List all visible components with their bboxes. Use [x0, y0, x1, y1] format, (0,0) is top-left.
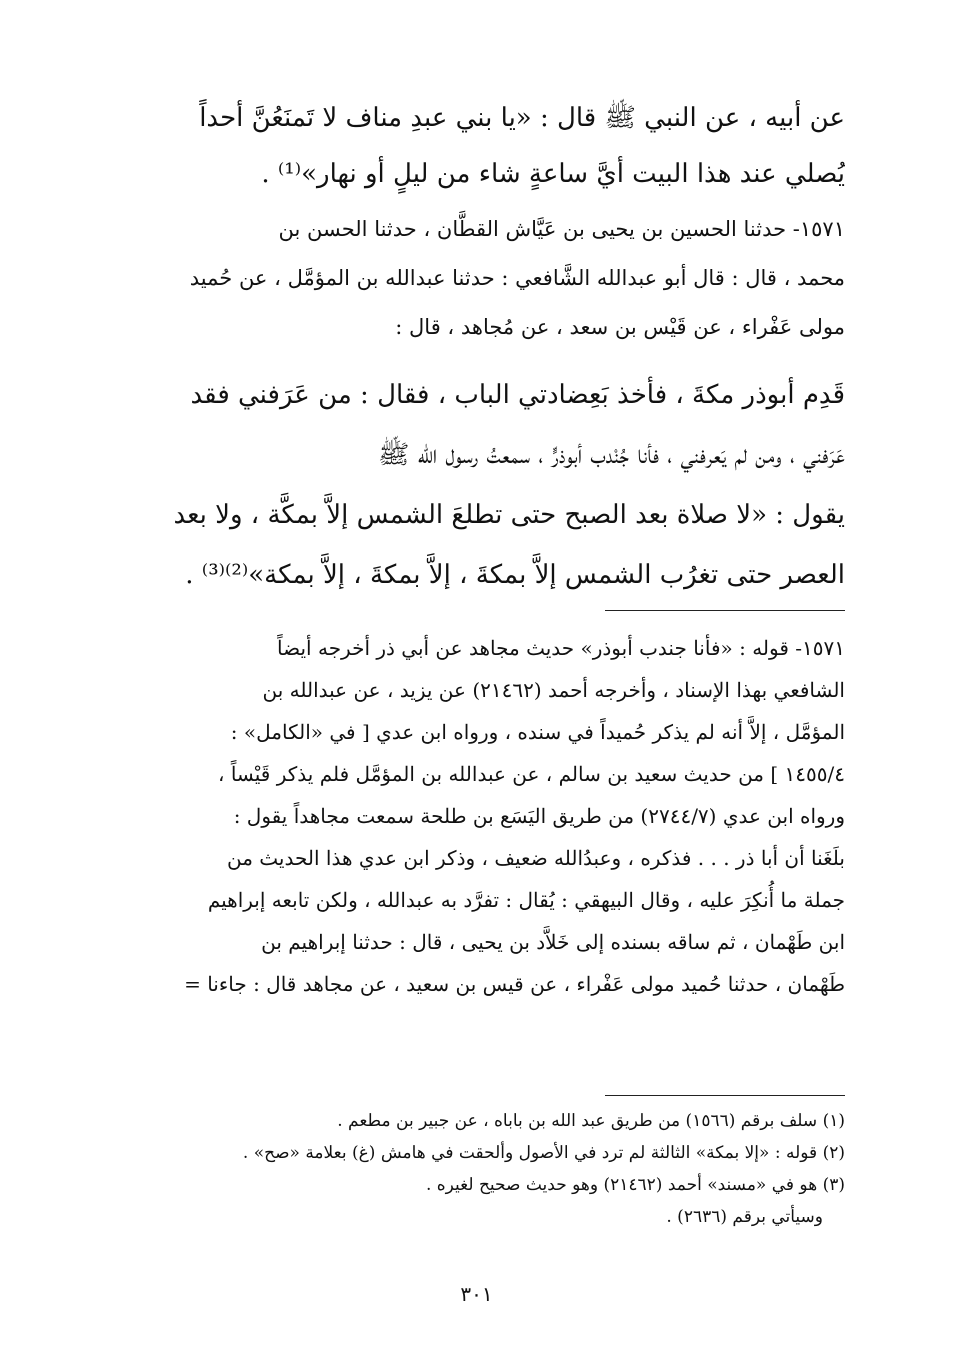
- matn-line: عَرَفني ، ومن لم يَعرفني ، فأنا جُنْدب أبوذرٍّ ، سمعتُ رسول الله ﷺ: [378, 440, 845, 470]
- commentary-line: جملة ما أُنكِرَ عليه ، وقال البيهقي : يُقال : تفرَّد به عبدالله ، ولكن تابعه إبراهيم: [207, 888, 845, 912]
- hadith-1571-isnad: [135, 205, 845, 352]
- footnote-1: (١) سلف برقم (١٥٦٦) من طريق عبد الله بن باباه ، عن جبير بن مطعم .: [337, 1111, 845, 1131]
- commentary-block: [135, 627, 845, 1005]
- matn-line: العصر حتى تغرُب الشمس إلاَّ بمكةَ ، إلاَّ بمكةَ ، إلاَّ بمكة»⁽²⁾⁽³⁾ .: [185, 560, 845, 590]
- isnad-line: محمد ، قال : قال أبو عبدالله الشَّافعي : حدثنا عبدالله بن المؤمَّل ، عن حُميد: [189, 266, 845, 290]
- divider-footnotes: [605, 1095, 845, 1096]
- commentary-line: ١٥٧١- قوله : «فأنا جندب أبوذر» حديث مجاهد عن أبي ذر أخرجه أيضاً: [277, 636, 845, 660]
- commentary-line: الشافعي بهذا الإسناد ، وأخرجه أحمد (٢١٤٦٢) عن يزيد ، عن عبدالله بن: [262, 678, 845, 702]
- footnote-3-continuation: وسيأتي برقم (٢٦٣٦) .: [666, 1207, 823, 1227]
- hadith-1571-matn: [135, 365, 845, 605]
- matn-line: قَدِم أبوذر مكةَ ، فأخذ بَعِضادتي الباب ، فقال : من عَرَفني فقد: [190, 380, 845, 410]
- footnote-2: (٢) قوله : «إلا بمكة» الثالثة لم ترد في الأصول وألحقت في هامش (غ) بعلامة «صح» .: [242, 1143, 845, 1163]
- text-line: عن أبيه ، عن النبي ﷺ قال : «يا بني عبدِ مناف لا تَمنَعُنَّ أحداً: [199, 103, 845, 133]
- isnad-line: مولى عَفْراء ، عن قَيْس بن سعد ، عن مُجاهد ، قال :: [395, 315, 845, 339]
- commentary-line: ورواه ابن عدي (٢٧٤٤/٧) من طريق اليَسَع بن طلحة سمعت مجاهداً يقول :: [233, 804, 845, 828]
- isnad-line: ١٥٧١- حدثنا الحسين بن يحيى بن عَيَّاش القطَّان ، حدثنا الحسن بن: [278, 217, 845, 241]
- page-number: ٣٠١: [460, 1282, 493, 1306]
- matn-line: يقول : «لا صلاة بعد الصبح حتى تطلعَ الشمس إلاَّ بمكَّة ، ولا بعد: [173, 500, 845, 530]
- footnote-3: (٣) هو في «مسند» أحمد (٢١٤٦٢) وهو حديث صحيح لغيره .: [425, 1175, 845, 1195]
- commentary-line: طَهْمان ، حدثنا حُميد مولى عَفْراء ، عن قيس بن سعيد ، عن مجاهد قال : جاءنا =: [184, 972, 845, 996]
- commentary-line: المؤمَّل ، إلاَّ أنه لم يذكر حُميداً في سنده ، ورواه ابن عدي [ في «الكامل» :: [230, 720, 845, 744]
- text-line: يُصلي عند هذا البيت أيَّ ساعةٍ شاء من ليلٍ أو نهار»⁽¹⁾ .: [261, 159, 845, 189]
- footnotes-block: [135, 1105, 845, 1233]
- commentary-line: بلَغَنا أن أبا ذر . . . فذكره ، وعبدُالله ضعيف ، وذكر ابن عدي هذا الحديث من: [227, 846, 845, 870]
- hadith-continuation-text: [135, 90, 845, 202]
- divider-commentary: [605, 610, 845, 611]
- commentary-line: ١٤٥٥/٤ ] من حديث سعيد بن سالم ، عن عبدالله بن المؤمَّل فلم يذكر قَيْساً ،: [218, 762, 845, 786]
- commentary-line: ابن طَهْمان ، ثم ساقه بسنده إلى خَلاَّد بن يحيى ، قال : حدثنا إبراهيم بن: [261, 930, 845, 954]
